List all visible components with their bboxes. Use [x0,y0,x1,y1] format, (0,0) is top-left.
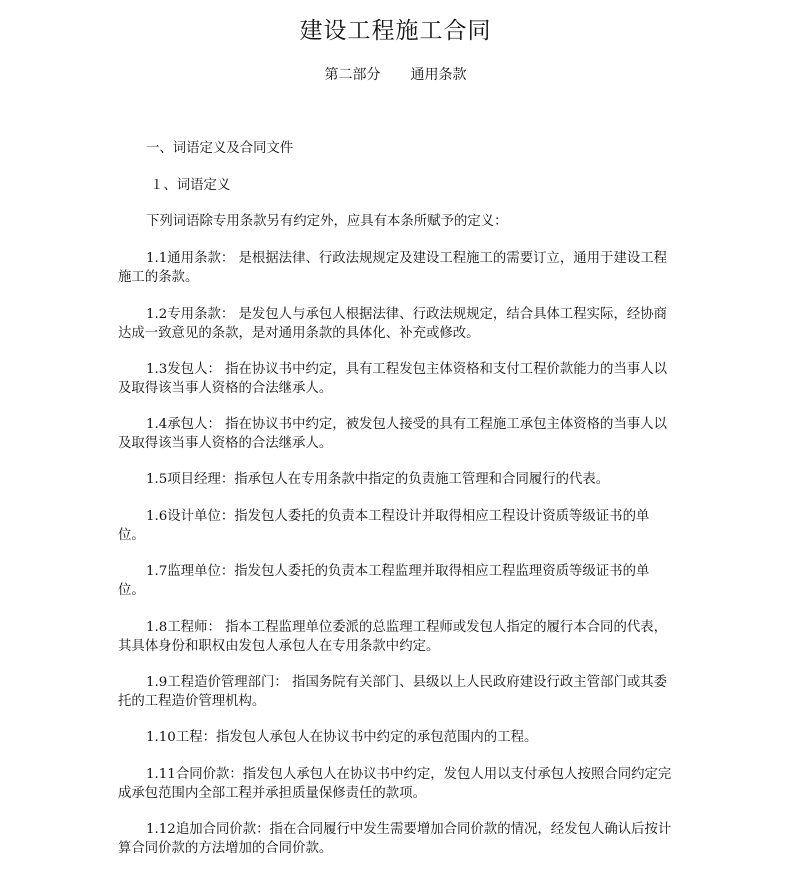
definition-paragraph: 1.1通用条款： 是根据法律、行政法规规定及建设工程施工的需要订立，通用于建设工程施工的条款。 [118,251,668,285]
definition-paragraph: 1.2专用条款： 是发包人与承包人根据法律、行政法规规定，结合具体工程实际，经协商达成一致意见的条款，是对通用条款的具体化、补充或修改。 [118,307,668,341]
definition-paragraph: 1.11合同价款：指发包人承包人在协议书中约定，发包人用以支付承包人按照合同约定完成承包范围内全部工程并承担质量保修责任的款项。 [118,767,672,801]
definition-paragraph: 1.12追加合同价款：指在合同履行中发生需要增加合同价款的情况，经发包人确认后按计算合同价款的方法增加的合同价款。 [118,822,672,856]
section-heading: 一、词语定义及合同文件 [146,141,294,156]
part-title: 通用条款 [410,67,467,83]
definition-paragraph: 1.5项目经理：指承包人在专用条款中指定的负责施工管理和合同履行的代表。 [146,472,610,487]
part-label: 第二部分 [324,67,381,83]
definition-paragraph: 1.9工程造价管理部门： 指国务院有关部门、县级以上人民政府建设行政主管部门或其委托的工程造价管理机构。 [118,675,668,709]
definition-paragraph: 1.4承包人： 指在协议书中约定，被发包人接受的具有工程施工承包主体资格的当事人以及取得该当事人资格的合法继承人。 [118,417,668,451]
definition-paragraph: 1.3发包人： 指在协议书中约定，具有工程发包主体资格和支付工程价款能力的当事人以及取得该当事人资格的合法继承人。 [118,362,668,396]
definition-paragraph: 1.7监理单位：指发包人委托的负责本工程监理并取得相应工程监理资质等级证书的单位。 [118,564,650,598]
intro-paragraph: 下列词语除专用条款另有约定外，应具有本条所赋予的定义： [146,214,508,229]
document-subtitle [0,64,791,86]
definition-paragraph: 1.8工程师： 指本工程监理单位委派的总监理工程师或发包人指定的履行本合同的代表，其具体身份和职权由发包人承包人在专用条款中约定。 [118,620,668,654]
definition-paragraph: 1.10工程：指发包人承包人在协议书中约定的承包范围内的工程。 [146,730,538,745]
subsection-heading: １、词语定义 [150,178,231,193]
document-title: 建设工程施工合同 [299,18,492,44]
definition-paragraph: 1.6设计单位：指发包人委托的负责本工程设计并取得相应工程设计资质等级证书的单位。 [118,509,650,543]
